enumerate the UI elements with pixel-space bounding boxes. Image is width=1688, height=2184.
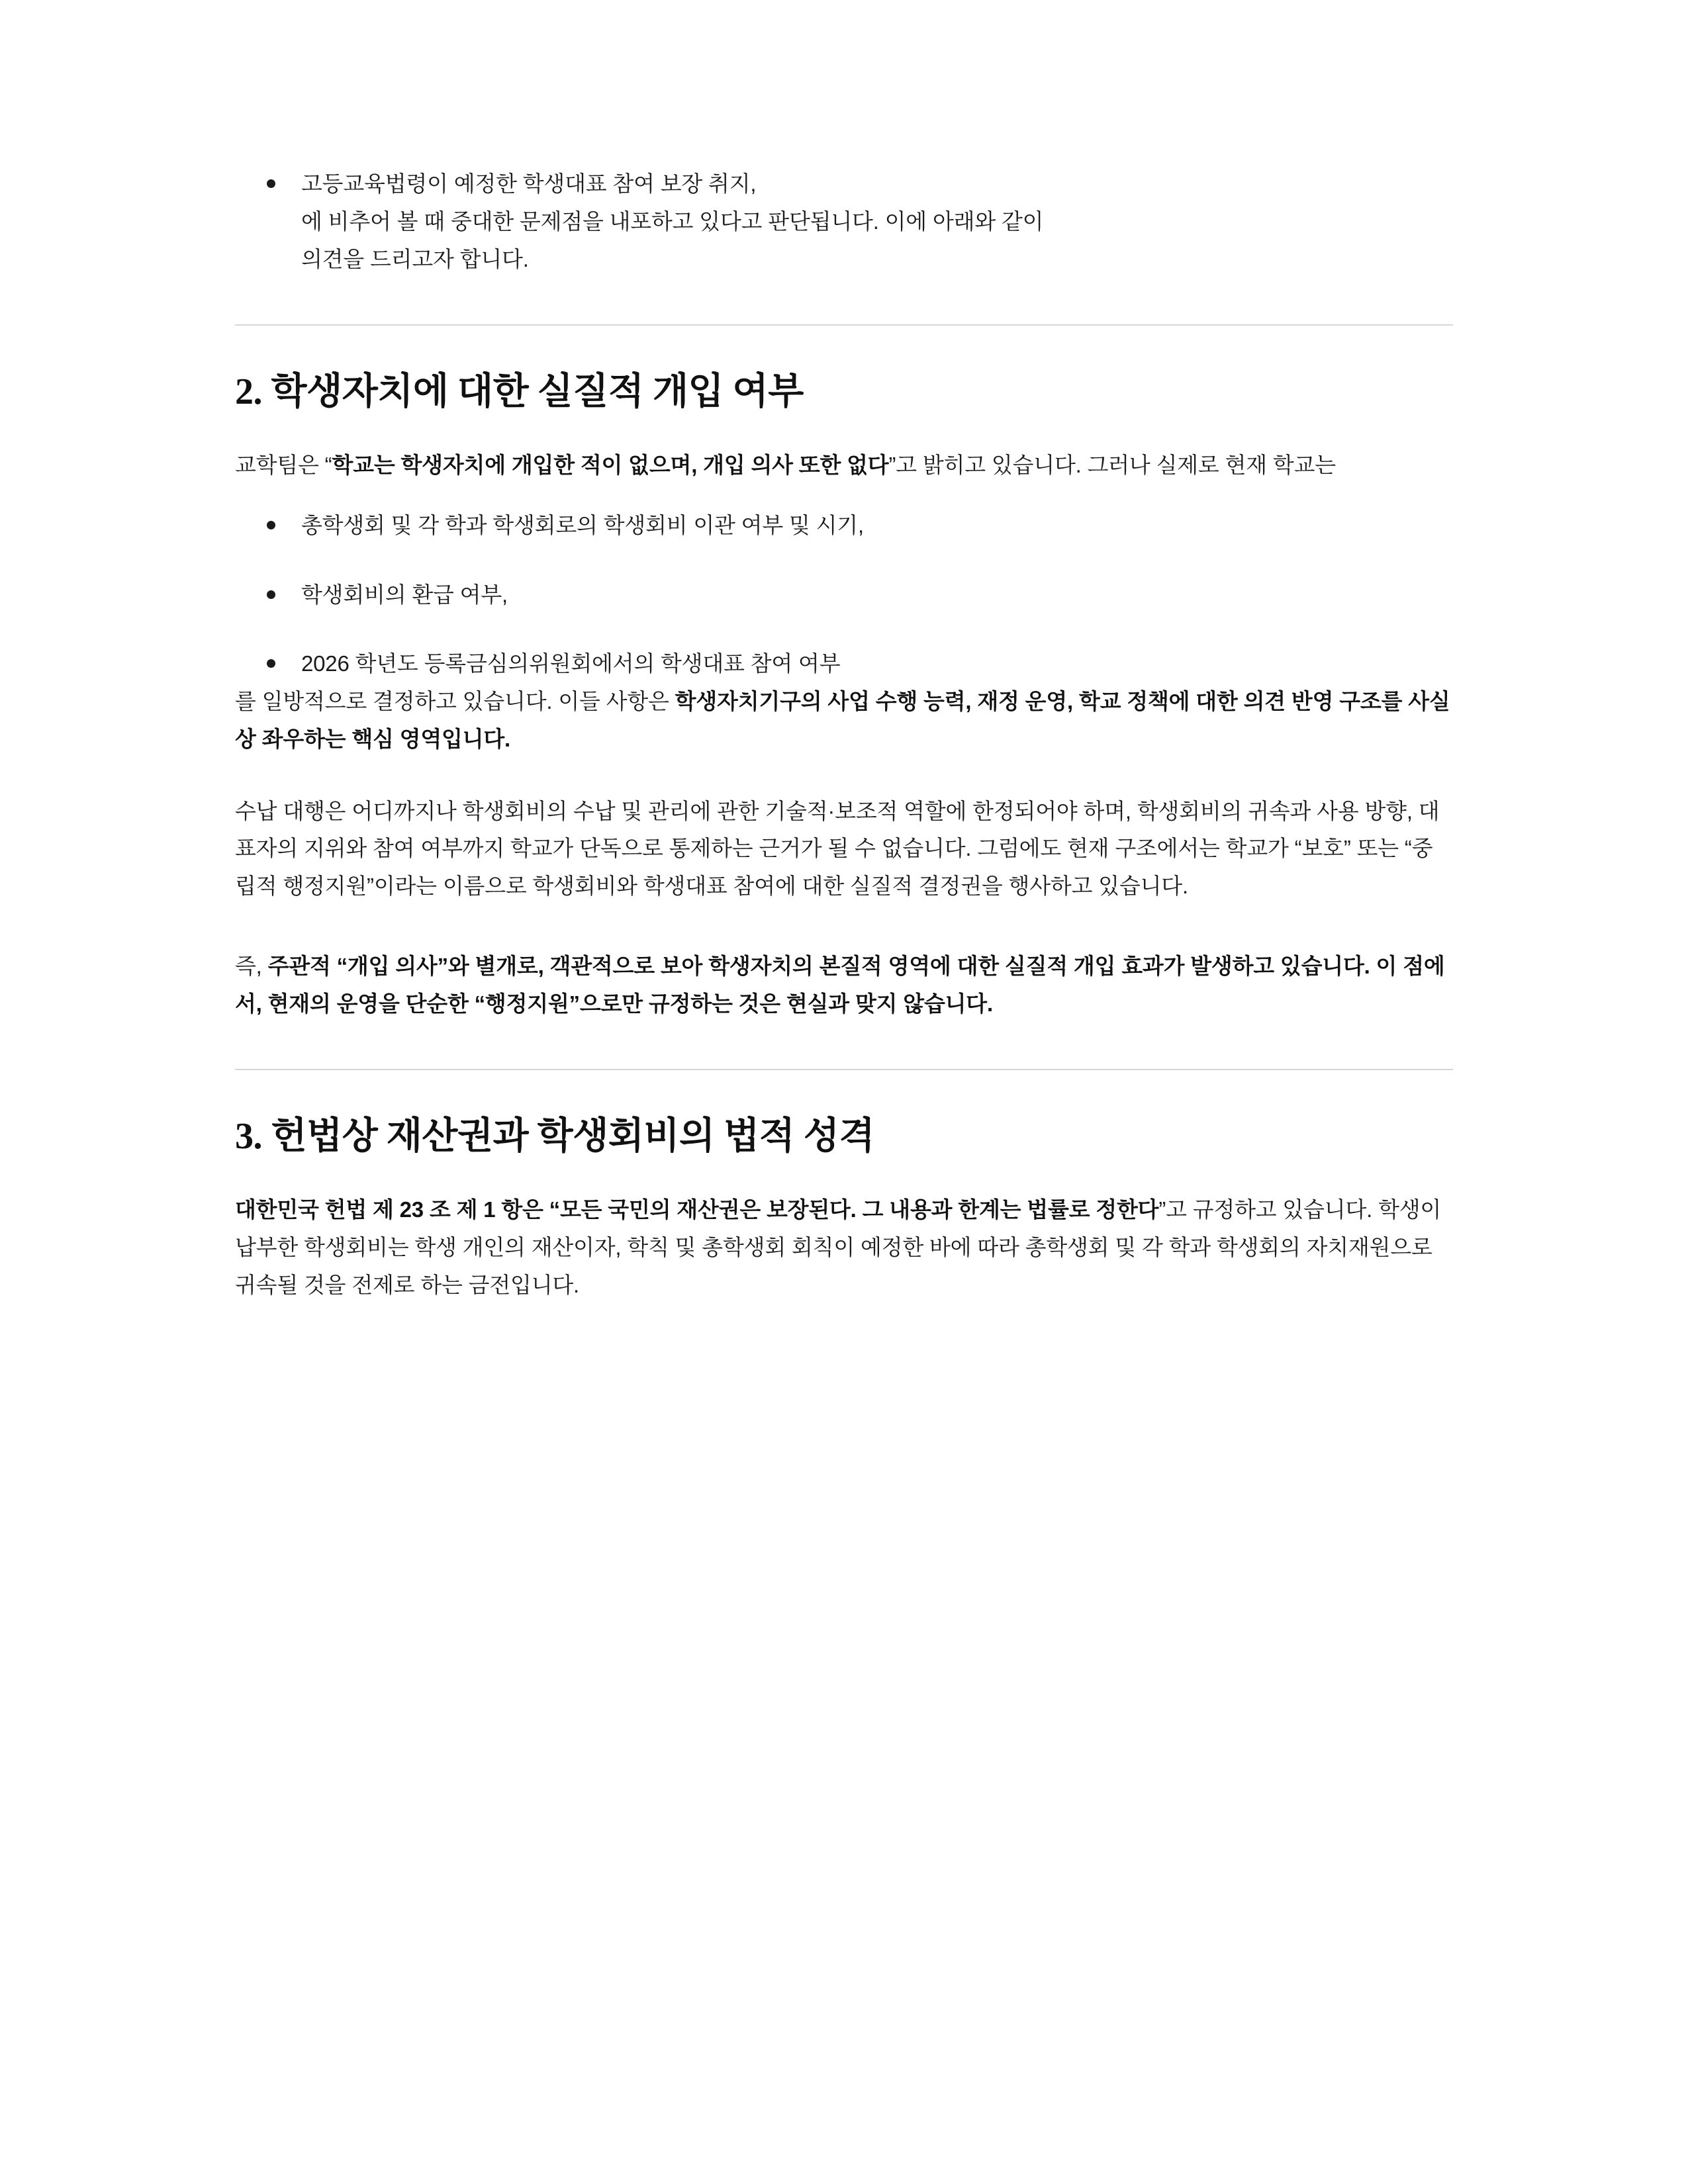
list-item xyxy=(235,165,1453,278)
section-2-conclusion-bold: 주관적 “개입 의사”와 별개로, 객관적으로 보아 학생자치의 본질적 영역에 대한 실질적 개입 효과가 발생하고 있습니다. 이 점에서, 현재의 운영을 단순한 “행정지원”으로만 규정하는 것은 현실과 맞지 않습니다. xyxy=(235,953,1445,1016)
section-3-heading: 3. 헌법상 재산권과 학생회비의 법적 성격 xyxy=(235,1116,875,1158)
top-bullet-line-2: 에 비추어 볼 때 중대한 문제점을 내포하고 있다고 판단됩니다. 이에 아래와 같이 xyxy=(301,208,1044,234)
section-2-after-list-bold: 학생자치기구의 사업 수행 능력, 재정 운영, 학교 정책에 대한 의견 반영 구조를 사실상 좌우하는 핵심 영역입니다. xyxy=(235,689,1450,751)
section-2-after-list xyxy=(235,683,1453,758)
section-2-intro-suffix: ”고 밝히고 있습니다. 그러나 실제로 현재 학교는 xyxy=(888,453,1336,478)
spacer xyxy=(235,928,1453,948)
section-2-after-list-prefix: 를 일방적으로 결정하고 있습니다. 이들 사항은 xyxy=(235,689,675,714)
section-2-conclusion-paragraph xyxy=(235,948,1453,1023)
section-3-paragraph-rest: ”고 규정하고 있습니다. 학생이 납부한 학생회비는 학생 개인의 재산이자, 학칙 및 총학생회 회칙이 예정한 바에 따라 총학생회 및 각 학과 학생회의 자치재원으로 귀속될 것을 전제로 하는 금전입니다. xyxy=(235,1197,1442,1297)
section-2-intro-bold: 학교는 학생자치에 개입한 적이 없으며, 개입 의사 또한 없다 xyxy=(332,453,889,478)
top-bullet-line-1: 고등교육법령이 예정한 학생대표 참여 보장 취지, xyxy=(301,171,757,196)
list-item: 총학생회 및 각 학과 학생회로의 학생회비 이관 여부 및 시기, xyxy=(235,507,1453,545)
top-bullet-line-3: 의견을 드리고자 합니다. xyxy=(301,246,529,271)
list-item: 학생회비의 환급 여부, xyxy=(235,576,1453,614)
section-2-intro xyxy=(235,447,1453,484)
section-2-conclusion-prefix: 즉, xyxy=(235,953,268,978)
list-item: 2026 학년도 등록금심의위원회에서의 학생대표 참여 여부 xyxy=(235,645,1453,683)
spacer xyxy=(235,781,1453,793)
section-3-paragraph xyxy=(235,1191,1453,1304)
section-2-bullet-list xyxy=(235,507,1453,683)
section-3-paragraph-bold: 대한민국 헌법 제 23 조 제 1 항은 “모든 국민의 재산권은 보장된다. 그 내용과 한계는 법률로 정한다 xyxy=(235,1197,1159,1222)
section-2-heading: 2. 학생자치에 대한 실질적 개입 여부 xyxy=(235,371,804,413)
divider-1 xyxy=(235,324,1453,326)
section-2-delegation-paragraph: 수납 대행은 어디까지나 학생회비의 수납 및 관리에 관한 기술적·보조적 역할에 한정되어야 하며, 학생회비의 귀속과 사용 방향, 대표자의 지위와 참여 여부까지 학교가 단독으로 통제하는 근거가 될 수 없습니다. 그럼에도 현재 구조에서는 학교가 “보호” 또는 “중립적 행정지원”이라는 이름으로 학생회비와 학생대표 참여에 대한 실질적 결정권을 행사하고 있습니다. xyxy=(235,798,1440,899)
top-bullet-list xyxy=(235,165,1453,278)
section-2-intro-prefix: 교학팀은 “ xyxy=(235,453,332,478)
document-content xyxy=(235,165,1453,1326)
divider-2 xyxy=(235,1069,1453,1070)
